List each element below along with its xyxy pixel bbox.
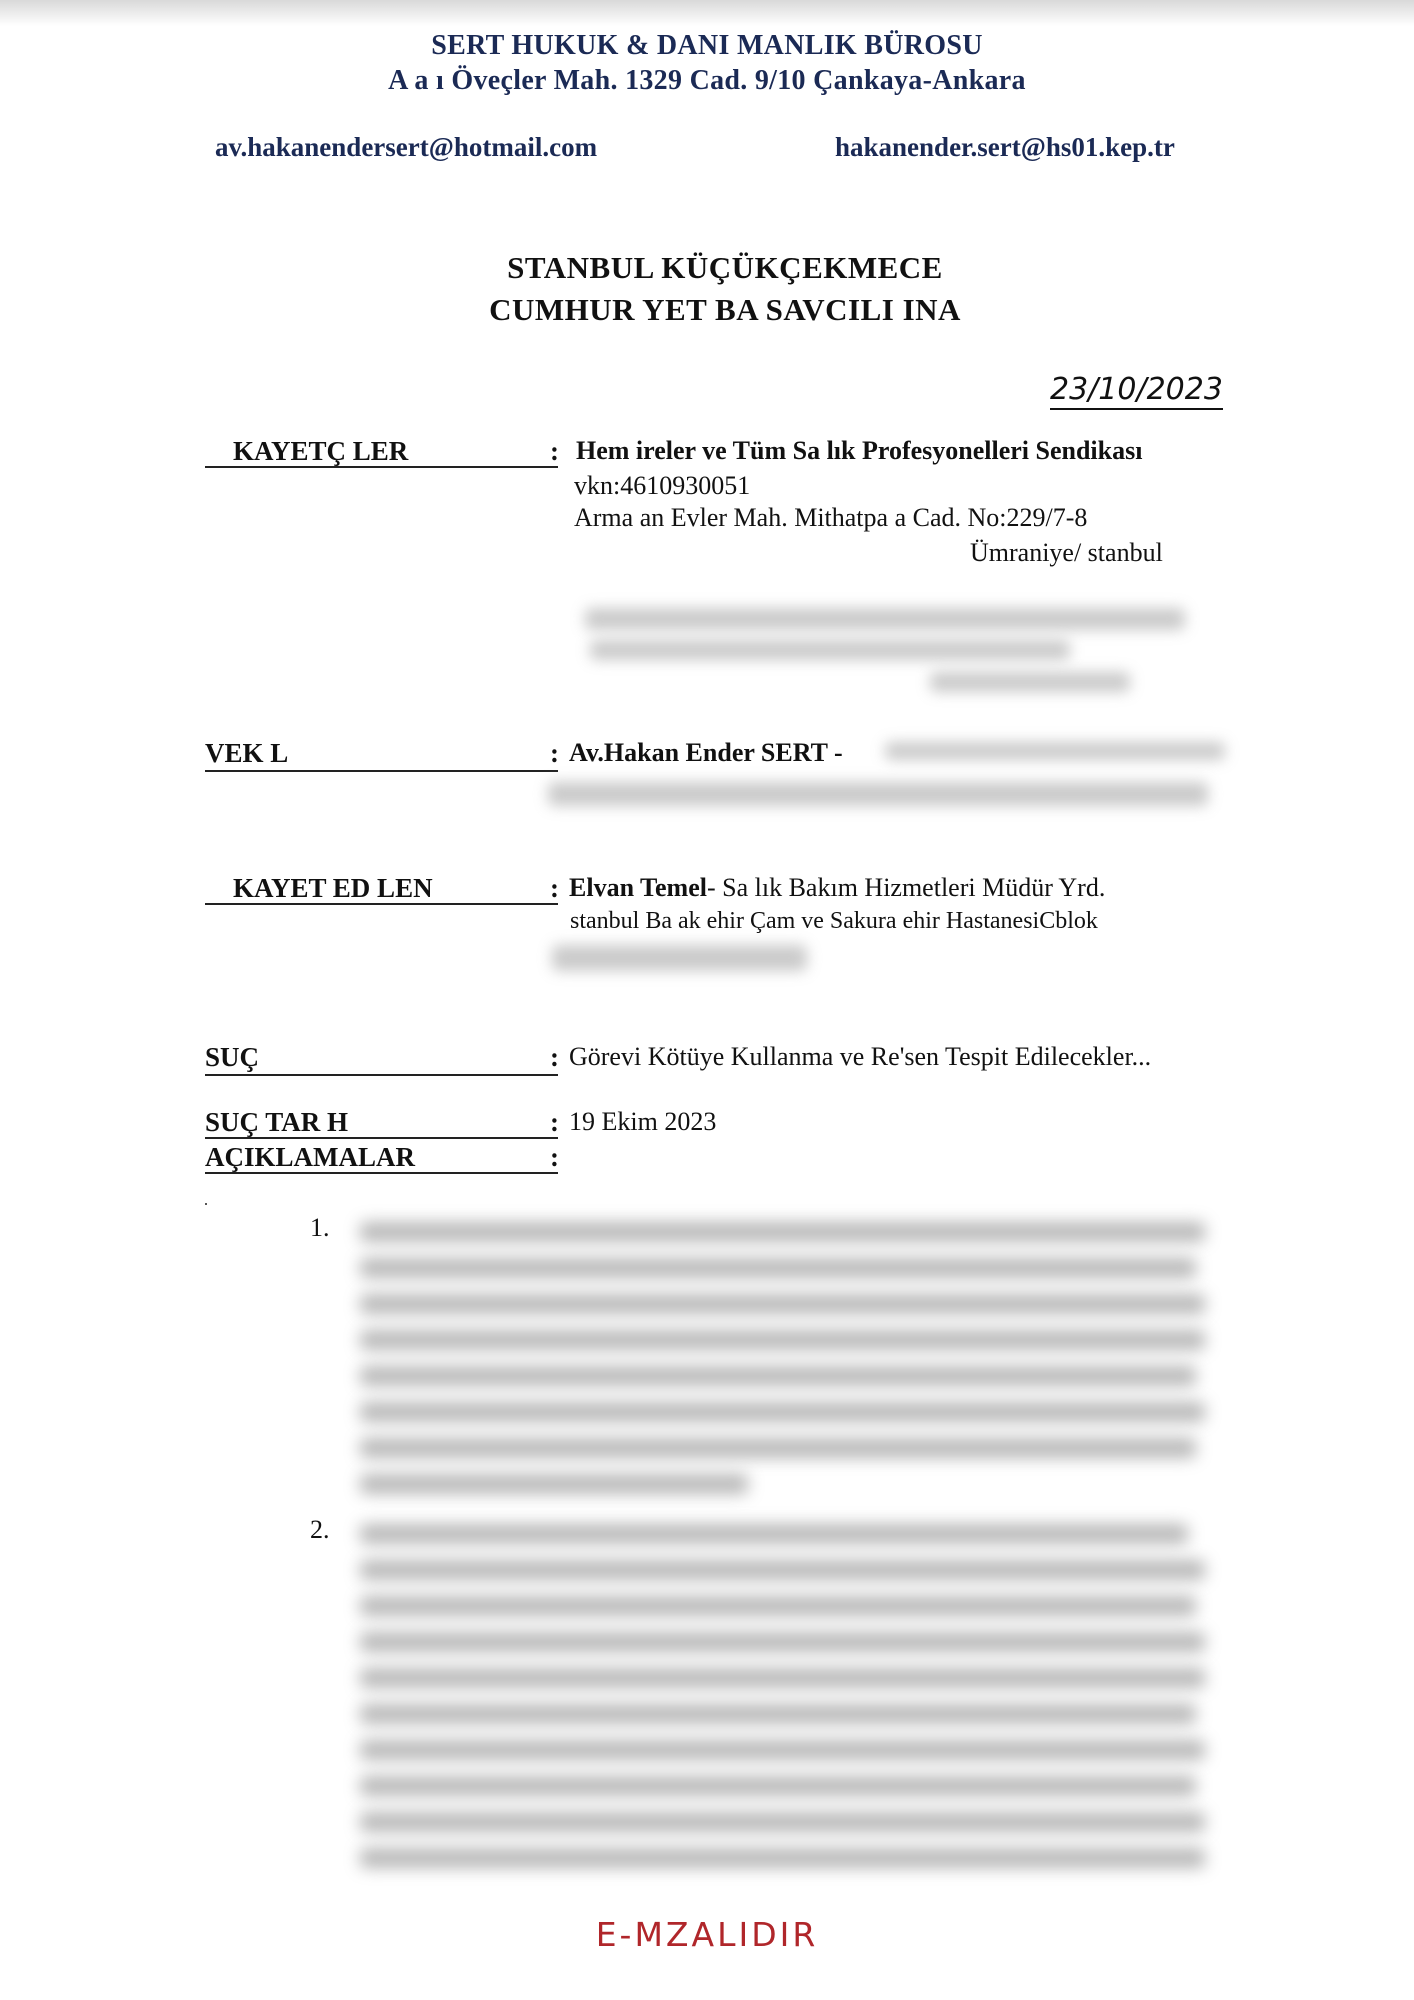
redacted-block: [590, 640, 1070, 660]
crime-date-value: 19 Ekim 2023: [569, 1107, 717, 1136]
accused-label: KAYET ED LEN: [205, 873, 558, 905]
crime-date-label: SUÇ TAR H: [205, 1107, 558, 1139]
complainants-colon: :: [550, 436, 559, 466]
kep-email-link[interactable]: hakanender.sert@hs01.kep.tr: [835, 132, 1175, 162]
stray-mark: [205, 1203, 207, 1205]
redacted-block: [930, 672, 1130, 692]
court-title-line2: CUMHUR YET BA SAVCILI INA: [489, 292, 961, 327]
redacted-paragraph-2: [360, 1524, 1222, 1884]
complainant-vkn: vkn:4610930051: [574, 471, 751, 500]
crime-value: Görevi Kötüye Kullanma ve Re'sen Tespit Edilecekler...: [569, 1042, 1152, 1071]
complainant-address-line2: Ümraniye/ stanbul: [970, 538, 1163, 567]
redacted-block: [885, 742, 1225, 760]
complainant-name: Hem ireler ve Tüm Sa lık Profesyonelleri Sendikası: [576, 436, 1143, 465]
accused-name: Elvan Temel: [569, 873, 707, 902]
document-date: 23/10/2023: [1050, 372, 1223, 410]
complainants-label: KAYETÇ LER: [205, 436, 558, 468]
crime-colon: :: [550, 1042, 559, 1072]
crime-label: SUÇ: [205, 1042, 558, 1076]
top-shadow: [0, 0, 1414, 26]
redacted-block: [552, 945, 807, 971]
redacted-paragraph-1: [360, 1222, 1222, 1510]
firm-address: A a ı Öveçler Mah. 1329 Cad. 9/10 Çankaya-Ankara: [388, 65, 1026, 96]
email-left-link[interactable]: av.hakanendersert@hotmail.com: [215, 132, 598, 162]
paragraph-number: 2.: [310, 1515, 330, 1544]
attorney-name: Av.Hakan Ender SERT -: [569, 738, 843, 767]
e-signature-stamp: E-MZALIDIR: [595, 1915, 819, 1954]
redacted-block: [585, 608, 1185, 630]
accused-title: - Sa lık Bakım Hizmetleri Müdür Yrd.: [706, 873, 1106, 902]
explanations-label: AÇIKLAMALAR: [205, 1142, 558, 1174]
accused-colon: :: [550, 873, 559, 903]
redacted-block: [548, 782, 1208, 806]
explanations-colon: :: [550, 1142, 559, 1172]
attorney-label: VEK L: [205, 738, 558, 772]
paragraph-number: 1.: [310, 1213, 330, 1242]
firm-name: SERT HUKUK & DANI MANLIK BÜROSU: [431, 30, 983, 61]
court-title-line1: STANBUL KÜÇÜKÇEKMECE: [507, 250, 943, 285]
accused-workplace: stanbul Ba ak ehir Çam ve Sakura ehir HastanesiCblok: [570, 908, 1098, 934]
attorney-colon: :: [550, 738, 559, 768]
crime-date-colon: :: [550, 1107, 559, 1137]
complainant-address-line1: Arma an Evler Mah. Mithatpa a Cad. No:229/7-8: [574, 503, 1088, 532]
